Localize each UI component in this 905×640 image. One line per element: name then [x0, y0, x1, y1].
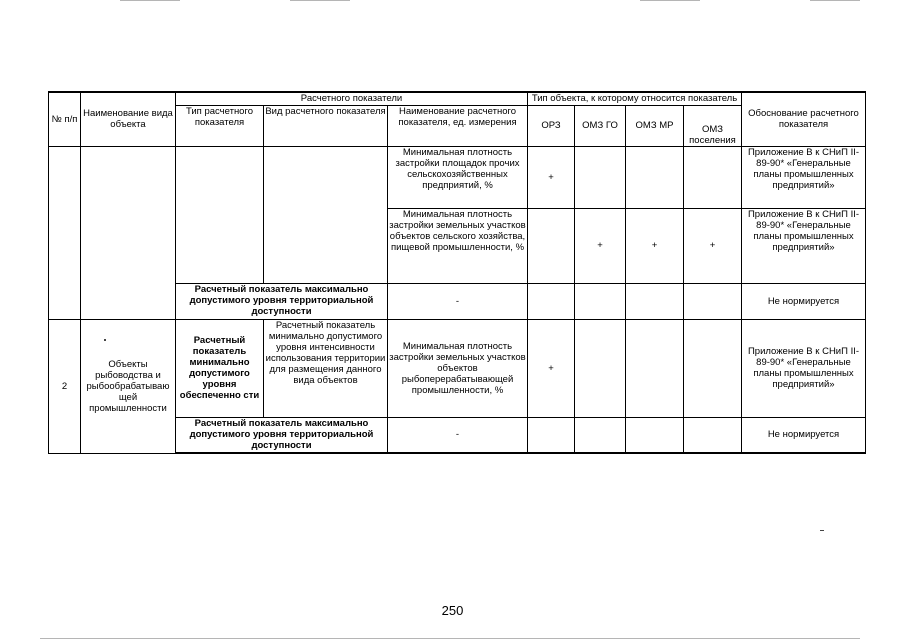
- omz-pos-cell: [684, 146, 742, 208]
- row-type-empty: [176, 146, 264, 283]
- omz-go-cell: [575, 146, 626, 208]
- orz-cell: [528, 283, 575, 319]
- max-access-indicator-cell: Расчетный показатель максимально допустимого уровня территориальной доступности: [176, 417, 388, 453]
- omz-go-cell: +: [575, 208, 626, 283]
- justification-cell: Приложение В к СНиП II-89-90* «Генеральные планы промышленных предприятий»: [742, 146, 866, 208]
- table-header-row: [49, 92, 866, 105]
- header-object-name: Наименование вида объекта: [81, 92, 176, 146]
- scan-edge-line: [290, 0, 350, 1]
- indicator-name-cell: Минимальная плотность застройки земельных участков объектов рыбоперерабатывающей промышленности, %: [388, 319, 528, 417]
- orz-cell: [528, 417, 575, 453]
- indicator-type-cell: Расчетный показатель минимально допустимого уровня обеспеченно сти: [176, 319, 264, 417]
- header-omz-go: ОМЗ ГО: [575, 105, 626, 146]
- header-num: № п/п: [49, 92, 81, 146]
- page-number: 250: [441, 603, 464, 618]
- orz-cell: +: [528, 146, 575, 208]
- indicator-name-cell: -: [388, 417, 528, 453]
- justification-cell: Приложение В к СНиП II-89-90* «Генеральные планы промышленных предприятий»: [742, 319, 866, 417]
- omz-mr-cell: [626, 319, 684, 417]
- indicator-name-cell: Минимальная плотность застройки земельных участков объектов сельского хозяйства, пищевой промышленности, %: [388, 208, 528, 283]
- omz-go-cell: [575, 319, 626, 417]
- justification-cell: Не нормируется: [742, 283, 866, 319]
- scan-dot-mark: [820, 530, 824, 531]
- scan-edge-line: [120, 0, 180, 1]
- max-access-indicator-cell: Расчетный показатель максимально допустимого уровня территориальной доступности: [176, 283, 388, 319]
- omz-pos-cell: [684, 417, 742, 453]
- omz-pos-cell: [684, 319, 742, 417]
- orz-cell: +: [528, 319, 575, 417]
- object-name-cell: Объекты рыбоводства и рыбообрабатываю щей промышленности: [81, 319, 176, 453]
- justification-cell: Не нормируется: [742, 417, 866, 453]
- omz-mr-cell: +: [626, 208, 684, 283]
- header-indicator-type: Тип расчетного показателя: [176, 105, 264, 146]
- header-orz: ОРЗ: [528, 105, 575, 146]
- header-omz-pos: ОМЗ поселения: [684, 105, 742, 146]
- header-indicator-name: Наименование расчетного показателя, ед. измерения: [388, 105, 528, 146]
- omz-mr-cell: [626, 283, 684, 319]
- orz-cell: [528, 208, 575, 283]
- header-omz-mr: ОМЗ МР: [626, 105, 684, 146]
- justification-cell: Приложение В к СНиП II-89-90* «Генеральные планы промышленных предприятий»: [742, 208, 866, 283]
- header-indicator-kind: Вид расчетного показателя: [264, 105, 388, 146]
- row-num-empty: [49, 146, 81, 319]
- row-kind-empty: [264, 146, 388, 283]
- indicator-kind-cell: Расчетный показатель минимально допустимого уровня интенсивности использования территории для размещения данного вида объектов: [264, 319, 388, 417]
- table-row: [49, 319, 866, 417]
- header-indicator-group: Расчетного показатели: [176, 92, 528, 105]
- row-num: 2: [49, 319, 81, 453]
- omz-mr-cell: [626, 146, 684, 208]
- omz-go-cell: [575, 283, 626, 319]
- scan-edge-line: [640, 0, 700, 1]
- norms-table: [48, 91, 866, 454]
- omz-mr-cell: [626, 417, 684, 453]
- omz-pos-cell: [684, 283, 742, 319]
- omz-go-cell: [575, 417, 626, 453]
- header-object-type-group: Тип объекта, к которому относится показатель: [528, 92, 742, 105]
- scan-edge-line: [810, 0, 860, 1]
- table-row: [49, 146, 866, 208]
- indicator-name-cell: Минимальная плотность застройки площадок прочих сельскохозяйственных предприятий, %: [388, 146, 528, 208]
- row-object-empty: [81, 146, 176, 319]
- indicator-name-cell: -: [388, 283, 528, 319]
- header-justification: Обоснование расчетного показателя: [742, 92, 866, 146]
- scan-edge-line: [40, 638, 860, 639]
- omz-pos-cell: +: [684, 208, 742, 283]
